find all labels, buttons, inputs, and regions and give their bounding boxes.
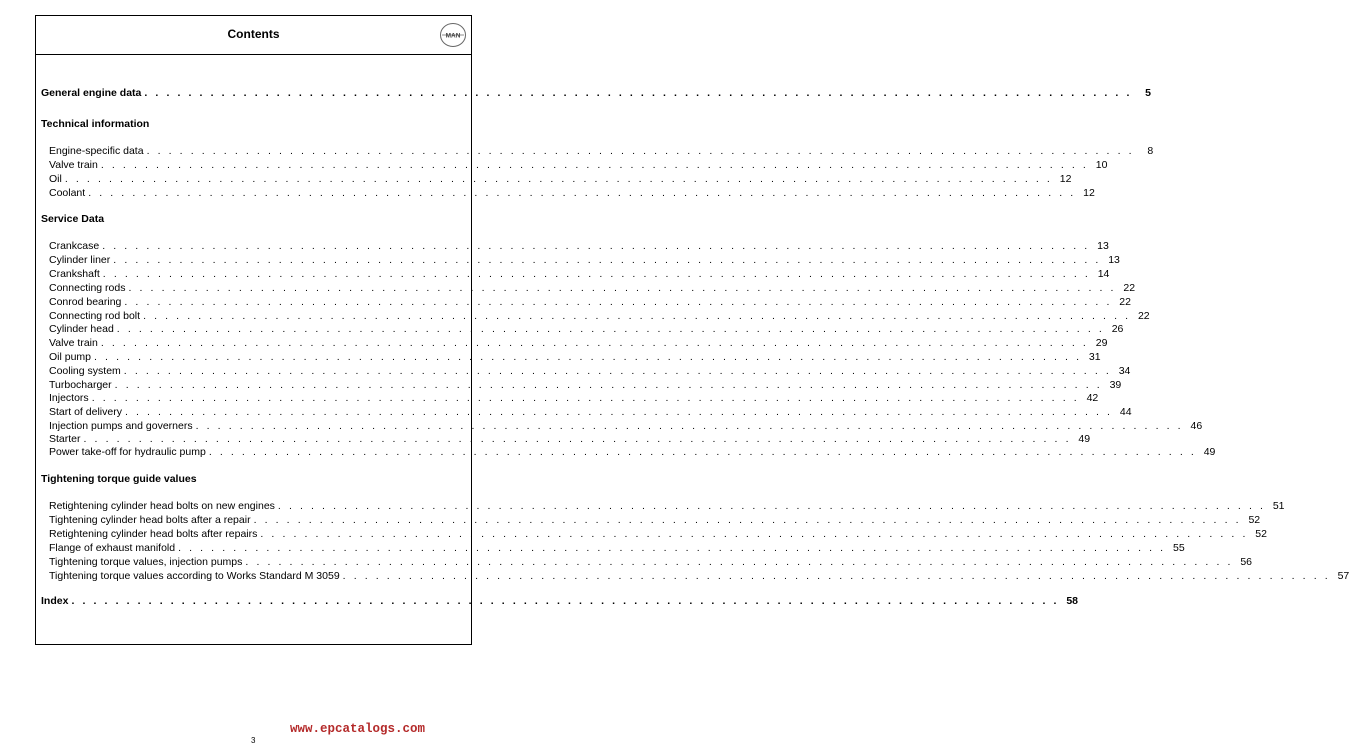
leader-dots: . . . . . . . . . . . . . . . . . . . . . . . . . . . . . . . . . . . . . . . . . . . . . . . . . . . . . . . . . . . . . . . . . . . . . . . . . . . . . . . . . . . . . . . . . . <box>114 379 1103 391</box>
toc-entry[interactable] <box>49 295 1131 309</box>
toc-entry-page: 14 <box>1097 268 1110 280</box>
toc-entry-page: 49 <box>1078 433 1091 445</box>
toc-entry-label: Power take-off for hydraulic pump <box>49 446 206 458</box>
toc-entry-label: Index <box>41 595 69 607</box>
logo-text: MAN <box>445 32 461 40</box>
toc-entry[interactable] <box>49 364 1131 378</box>
toc-entry-page: 13 <box>1108 254 1120 266</box>
leader-dots: . . . . . . . . . . . . . . . . . . . . . . . . . . . . . . . . . . . . . . . . . . . . . . . . . . . . . . . . . . . . . . . . . . . . . . . . . . . . . . . . . . . . . . . . . . <box>245 556 1233 568</box>
leader-dots: . . . . . . . . . . . . . . . . . . . . . . . . . . . . . . . . . . . . . . . . . . . . . . . . . . . . . . . . . . . . . . . . . . . . . . . . . . . . . . . . . . . . . . . . . . <box>102 268 1091 280</box>
toc-main-entry[interactable] <box>41 86 1151 100</box>
toc-entry[interactable] <box>49 144 1154 158</box>
toc-entry-page: 57 <box>1337 570 1349 582</box>
toc-entry[interactable] <box>49 555 1252 569</box>
leader-dots: . . . . . . . . . . . . . . . . . . . . . . . . . . . . . . . . . . . . . . . . . . . . . . . . . . . . . . . . . . . . . . . . . . . . . . . . . . . . . . . . . . . . . . . . . . <box>102 240 1090 252</box>
toc-entry-page: 51 <box>1272 500 1285 512</box>
leader-dots: . . . . . . . . . . . . . . . . . . . . . . . . . . . . . . . . . . . . . . . . . . . . . . . . . . . . . . . . . . . . . . . . . . . . . . . . . . . . . . . . . . . . . . . . . . <box>91 392 1080 404</box>
toc-entry-label: Cylinder liner <box>49 254 111 266</box>
leader-dots: . . . . . . . . . . . . . . . . . . . . . . . . . . . . . . . . . . . . . . . . . . . . . . . . . . . . . . . . . . . . . . . . . . . . . . . . . . . . . . . . . . . . . . . . . . <box>253 514 1242 526</box>
leader-dots: . . . . . . . . . . . . . . . . . . . . . . . . . . . . . . . . . . . . . . . . . . . . . . . . . . . . . . . . . . . . . . . . . . . . . . . . . . . . . . . . . . . . . . . . . . <box>116 323 1105 335</box>
toc-entry-label: Flange of exhaust manifold <box>49 542 176 554</box>
toc-entry-page: 31 <box>1088 351 1101 363</box>
toc-entry-page: 52 <box>1248 514 1261 526</box>
toc-entry-label: Tightening torque values according to Works Standard M 3059 <box>49 570 340 582</box>
toc-entry-label: Crankcase <box>49 240 100 252</box>
toc-entry[interactable] <box>49 350 1101 364</box>
toc-entry[interactable] <box>49 267 1110 281</box>
toc-entry-label: Conrod bearing <box>49 296 122 308</box>
leader-dots: . . . . . . . . . . . . . . . . . . . . . . . . . . . . . . . . . . . . . . . . . . . . . . . . . . . . . . . . . . . . . . . . . . . . . . . . . . . . . . . . . . . . . . . . . . <box>208 446 1197 458</box>
toc-entry[interactable] <box>49 239 1109 253</box>
toc-entry-page: 52 <box>1255 528 1267 540</box>
toc-entry[interactable] <box>49 527 1267 541</box>
toc-entry-label: Retightening cylinder head bolts on new engines <box>49 500 275 512</box>
toc-entry-label: Cooling system <box>49 365 121 377</box>
toc-entry-label: Oil <box>49 173 62 185</box>
toc-entry-label: Tightening cylinder head bolts after a repair <box>49 514 251 526</box>
page-number: 3 <box>251 736 256 745</box>
leader-dots: . . . . . . . . . . . . . . . . . . . . . . . . . . . . . . . . . . . . . . . . . . . . . . . . . . . . . . . . . . . . . . . . . . . . . . . . . . . . . . . . . . . . . . . . . . <box>94 351 1082 363</box>
toc-entry-label: Retightening cylinder head bolts after repairs <box>49 528 258 540</box>
toc-entry-label: Valve train <box>49 159 98 171</box>
toc-entry-page: 42 <box>1086 392 1099 404</box>
man-logo-icon <box>439 22 467 48</box>
leader-dots: . . . . . . . . . . . . . . . . . . . . . . . . . . . . . . . . . . . . . . . . . . . . . . . . . . . . . . . . . . . . . . . . . . . . . . . . . . . . . . . . . . . . . . . . . . <box>277 500 1266 512</box>
toc-entry-label: Cylinder head <box>49 323 114 335</box>
toc-entry[interactable] <box>49 419 1203 433</box>
toc-entry-label: Connecting rod bolt <box>49 310 141 322</box>
toc-entry-label: Start of delivery <box>49 406 122 418</box>
leader-dots: . . . . . . . . . . . . . . . . . . . . . . . . . . . . . . . . . . . . . . . . . . . . . . . . . . . . . . . . . . . . . . . . . . . . . . . . . . . . . . . . . . . . . . . . . . <box>143 310 1131 322</box>
leader-dots: . . . . . . . . . . . . . . . . . . . . . . . . . . . . . . . . . . . . . . . . . . . . . . . . . . . . . . . . . . . . . . . . . . . . . . . . . . . . . . . . . . . . . . . . . . <box>146 145 1135 157</box>
toc-entry-page: 8 <box>1147 145 1154 157</box>
leader-dots: . . . . . . . . . . . . . . . . . . . . . . . . . . . . . . . . . . . . . . . . . . . . . . . . . . . . . . . . . . . . . . . . . . . . . . . . . . . . . . . . . . . . . . . . . . <box>100 159 1089 171</box>
toc-entry-page: 58 <box>1066 595 1079 607</box>
toc-entry[interactable] <box>49 432 1091 446</box>
page-title: Contents <box>227 27 280 41</box>
toc-entry-page: 22 <box>1123 282 1136 294</box>
watermark-text[interactable]: www.epcatalogs.com <box>290 722 426 736</box>
leader-dots: . . . . . . . . . . . . . . . . . . . . . . . . . . . . . . . . . . . . . . . . . . . . . . . . . . . . . . . . . . . . . . . . . . . . . . . . . . . . . . . . . . . . . . . . . . <box>64 173 1053 185</box>
toc-entry-label: Valve train <box>49 337 98 349</box>
leader-dots: . . . . . . . . . . . . . . . . . . . . . . . . . . . . . . . . . . . . . . . . . . . . . . . . . . . . . . . . . . . . . . . . . . . . . . . . . . . . . . . . . . . . . . . . . . <box>342 570 1331 582</box>
toc-entry[interactable] <box>49 541 1185 555</box>
toc-entry-page: 12 <box>1083 187 1095 199</box>
leader-dots: . . . . . . . . . . . . . . . . . . . . . . . . . . . . . . . . . . . . . . . . . . . . . . . . . . . . . . . . . . . . . . . . . . . . . . . . . . . . . . . . . . . . . . . . . . <box>260 528 1248 540</box>
leader-dots: . . . . . . . . . . . . . . . . . . . . . . . . . . . . . . . . . . . . . . . . . . . . . . . . . . . . . . . . . . . . . . . . . . . . . . . . . . . . . . . . . . . . . . . . . . <box>128 282 1117 294</box>
toc-entry-page: 34 <box>1118 365 1131 377</box>
toc-entry-label: Engine-specific data <box>49 145 144 157</box>
toc-entry-label: Oil pump <box>49 351 92 363</box>
toc-entry[interactable] <box>49 281 1136 295</box>
toc-entry-label: Injectors <box>49 392 89 404</box>
toc-entry[interactable] <box>49 158 1108 172</box>
toc-entry-page: 39 <box>1109 379 1122 391</box>
section-heading: Technical information <box>41 118 150 130</box>
toc-entry[interactable] <box>49 499 1285 513</box>
leader-dots: . . . . . . . . . . . . . . . . . . . . . . . . . . . . . . . . . . . . . . . . . . . . . . . . . . . . . . . . . . . . . . . . . . . . . . . . . . . . . . . . . . . . . . . . . . <box>178 542 1166 554</box>
toc-entry[interactable] <box>49 513 1261 527</box>
toc-entry-page: 22 <box>1137 310 1150 322</box>
toc-entry-page: 22 <box>1119 296 1131 308</box>
toc-entry-page: 56 <box>1240 556 1252 568</box>
toc-entry[interactable] <box>49 186 1095 200</box>
leader-dots: . . . . . . . . . . . . . . . . . . . . . . . . . . . . . . . . . . . . . . . . . . . . . . . . . . . . . . . . . . . . . . . . . . . . . . . . . . . . . . . . . . . . . . . . . . <box>124 406 1113 418</box>
toc-entry-label: Tightening torque values, injection pumps <box>49 556 243 568</box>
section-heading: Service Data <box>41 213 105 225</box>
toc-entry[interactable] <box>49 172 1072 186</box>
toc-entry-page: 5 <box>1145 87 1151 99</box>
leader-dots: . . . . . . . . . . . . . . . . . . . . . . . . . . . . . . . . . . . . . . . . . . . . . . . . . . . . . . . . . . . . . . . . . . . . . . . . . . . . . . . . . . . . . . . . . . <box>144 87 1132 99</box>
toc-entry-label: Coolant <box>49 187 86 199</box>
leader-dots: . . . . . . . . . . . . . . . . . . . . . . . . . . . . . . . . . . . . . . . . . . . . . . . . . . . . . . . . . . . . . . . . . . . . . . . . . . . . . . . . . . . . . . . . . . <box>88 187 1076 199</box>
leader-dots: . . . . . . . . . . . . . . . . . . . . . . . . . . . . . . . . . . . . . . . . . . . . . . . . . . . . . . . . . . . . . . . . . . . . . . . . . . . . . . . . . . . . . . . . . . <box>124 296 1112 308</box>
toc-entry-label: Starter <box>49 433 81 445</box>
leader-dots: . . . . . . . . . . . . . . . . . . . . . . . . . . . . . . . . . . . . . . . . . . . . . . . . . . . . . . . . . . . . . . . . . . . . . . . . . . . . . . . . . . . . . . . . . . <box>195 420 1184 432</box>
page-header <box>36 16 471 55</box>
leader-dots: . . . . . . . . . . . . . . . . . . . . . . . . . . . . . . . . . . . . . . . . . . . . . . . . . . . . . . . . . . . . . . . . . . . . . . . . . . . . . . . . . . . . . . . . . . <box>100 337 1089 349</box>
toc-entry[interactable] <box>49 322 1124 336</box>
toc-entry-page: 26 <box>1111 323 1124 335</box>
leader-dots: . . . . . . . . . . . . . . . . . . . . . . . . . . . . . . . . . . . . . . . . . . . . . . . . . . . . . . . . . . . . . . . . . . . . . . . . . . . . . . . . . . . . . . . . . . <box>83 433 1072 445</box>
toc-entry[interactable] <box>49 569 1349 583</box>
leader-dots: . . . . . . . . . . . . . . . . . . . . . . . . . . . . . . . . . . . . . . . . . . . . . . . . . . . . . . . . . . . . . . . . . . . . . . . . . . . . . . . . . . . . . . . . . . <box>113 254 1101 266</box>
toc-entry-label: Connecting rods <box>49 282 126 294</box>
toc-entry[interactable] <box>49 253 1120 267</box>
toc-entry-page: 13 <box>1097 240 1109 252</box>
leader-dots: . . . . . . . . . . . . . . . . . . . . . . . . . . . . . . . . . . . . . . . . . . . . . . . . . . . . . . . . . . . . . . . . . . . . . . . . . . . . . . . . . . . . . . . . . . <box>71 595 1060 607</box>
toc-entry[interactable] <box>49 309 1150 323</box>
toc-entry-page: 46 <box>1190 420 1203 432</box>
toc-entry-page: 49 <box>1203 446 1216 458</box>
toc-entry-label: Crankshaft <box>49 268 100 280</box>
toc-entry-page: 29 <box>1095 337 1108 349</box>
toc-entry-page: 10 <box>1095 159 1108 171</box>
toc-entry[interactable] <box>49 336 1108 350</box>
toc-entry-page: 44 <box>1119 406 1132 418</box>
toc-entry[interactable] <box>49 378 1122 392</box>
toc-entry-label: Injection pumps and governers <box>49 420 193 432</box>
leader-dots: . . . . . . . . . . . . . . . . . . . . . . . . . . . . . . . . . . . . . . . . . . . . . . . . . . . . . . . . . . . . . . . . . . . . . . . . . . . . . . . . . . . . . . . . . . <box>123 365 1112 377</box>
toc-main-entry[interactable] <box>41 594 1079 608</box>
toc-entry[interactable] <box>49 445 1216 459</box>
page-frame <box>35 15 1349 645</box>
toc-entry-page: 12 <box>1059 173 1072 185</box>
toc-entry-label: General engine data <box>41 87 142 99</box>
section-heading: Tightening torque guide values <box>41 473 197 485</box>
toc-entry-label: Turbocharger <box>49 379 112 391</box>
toc-entry[interactable] <box>49 405 1132 419</box>
toc-entry[interactable] <box>49 391 1099 405</box>
toc-entry-page: 55 <box>1172 542 1185 554</box>
